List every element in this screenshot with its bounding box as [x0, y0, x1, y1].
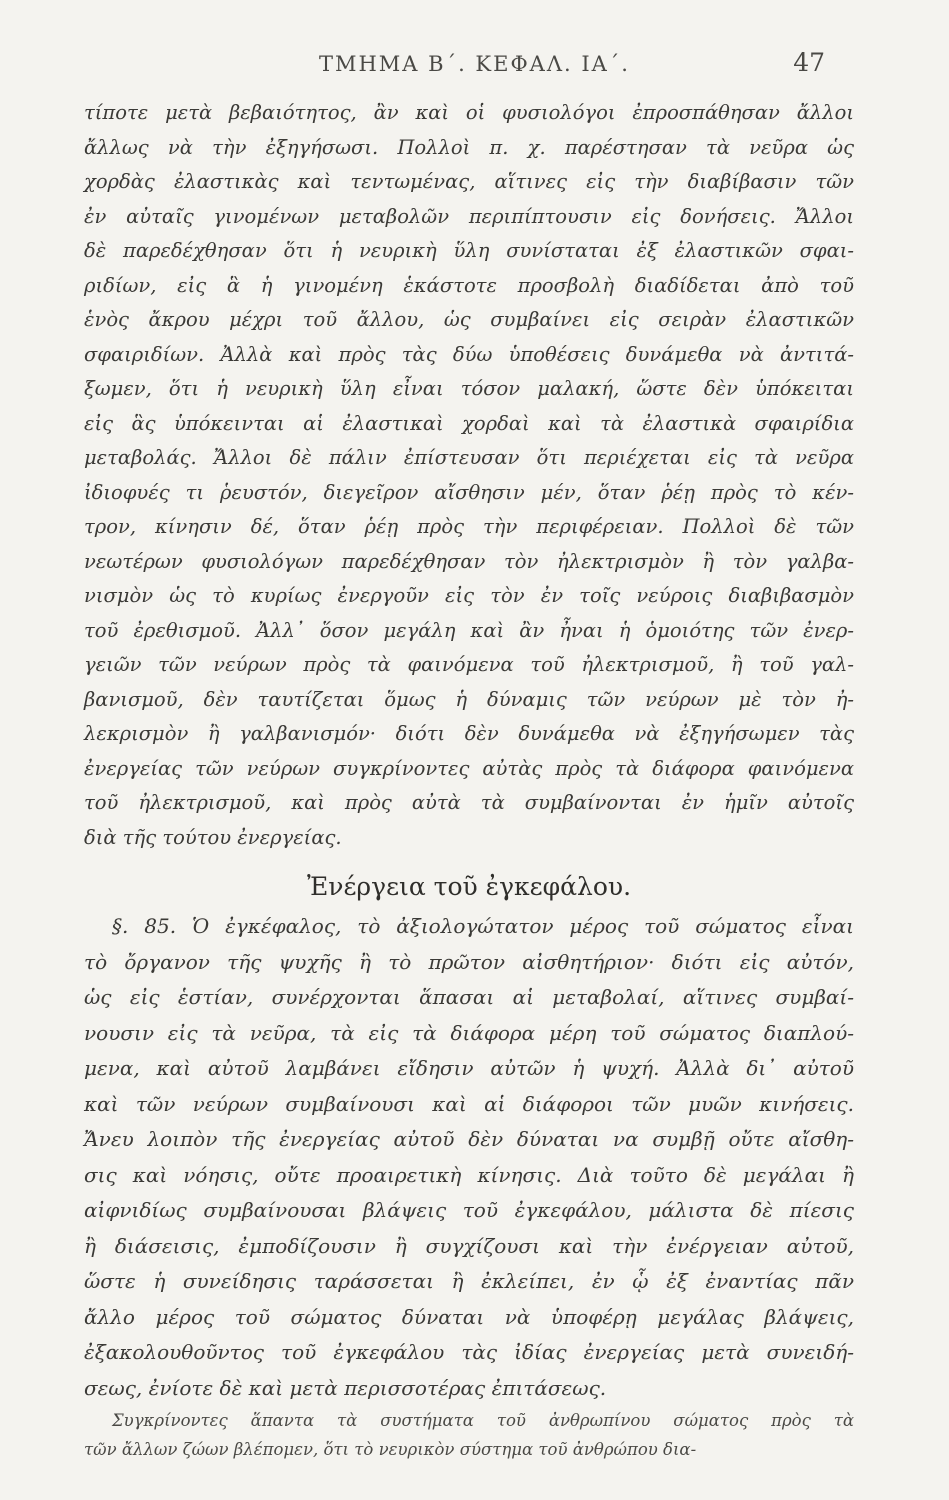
text-line: δὲ παρεδέχθησαν ὅτι ἡ νευρικὴ ὕλη συνίσταται ἐξ ἐλαστικῶν σφαι-: [84, 239, 854, 262]
text-line: ὡς εἰς ἑστίαν, συνέρχονται ἅπασαι αἱ μεταβολαί, αἵτινες συμβαί-: [84, 985, 854, 1009]
text-line: τίποτε μετὰ βεβαιότητος, ἂν καὶ οἱ φυσιολόγοι ἐπροσπάθησαν ἄλλοι: [84, 101, 854, 124]
page-number: 47: [793, 48, 825, 77]
paragraph-section-85: [84, 909, 854, 1406]
text-line: τὸ ὄργανον τῆς ψυχῆς ἢ τὸ πρῶτον αἰσθητήριον· διότι εἰς αὐτόν,: [84, 949, 854, 974]
text-line: σφαιριδίων. Ἀλλὰ καὶ πρὸς τὰς δύω ὑποθέσεις δυνάμεθα νὰ ἀντιτά-: [84, 342, 854, 366]
text-line: διὰ τῆς τούτου ἐνεργείας.: [84, 825, 342, 849]
text-line: ἐξακολουθοῦντος τοῦ ἐγκεφάλου τὰς ἰδίας ἐνεργείας μετὰ συνειδή-: [84, 1340, 854, 1364]
text-line: ἢ διάσεισις, ἐμποδίζουσιν ἢ συγχίζουσι καὶ τὴν ἐνέργειαν αὐτοῦ,: [84, 1233, 854, 1258]
text-line: λεκρισμὸν ἢ γαλβανισμόν· διότι δὲν δυνάμεθα νὰ ἐξηγήσωμεν τὰς: [84, 722, 854, 745]
paragraph-continuation: [84, 96, 854, 855]
text-line: μενα, καὶ αὐτοῦ λαμβάνει εἴδησιν αὐτῶν ἡ ψυχή. Ἀλλὰ δι᾽ αὐτοῦ: [84, 1056, 854, 1080]
text-line: τῶν ἄλλων ζώων βλέπομεν, ὅτι τὸ νευρικὸν σύστημα τοῦ ἀνθρώπου δια-: [84, 1440, 697, 1459]
text-line: νεωτέρων φυσιολόγων παρεδέχθησαν τὸν ἠλεκτρισμὸν ἢ τὸν γαλβα-: [84, 549, 854, 573]
text-line: §. 85. Ὁ ἐγκέφαλος, τὸ ἀξιολογώτατον μέρος τοῦ σώματος εἶναι: [112, 914, 854, 938]
text-line: ἐνεργείας τῶν νεύρων συγκρίνοντες αὐτὰς πρὸς τὰ διάφορα φαινόμενα: [84, 756, 854, 780]
text-line: νουσιν εἰς τὰ νεῦρα, τὰ εἰς τὰ διάφορα μέρη τοῦ σώματος διαπλού-: [84, 1020, 854, 1045]
text-line: τοῦ ἠλεκτρισμοῦ, καὶ πρὸς αὐτὰ τὰ συμβαίνονται ἐν ἡμῖν αὐτοῖς: [84, 791, 854, 814]
text-line: σεως, ἐνίοτε δὲ καὶ μετὰ περισσοτέρας ἐπιτάσεως.: [84, 1375, 607, 1400]
running-title: ΤΜΗΜΑ Β΄. ΚΕΦΑΛ. ΙΑ΄.: [318, 52, 630, 76]
text-line: ἑνὸς ἄκρου μέχρι τοῦ ἄλλου, ὡς συμβαίνει εἰς σειρὰν ἐλαστικῶν: [84, 308, 854, 331]
running-head: [0, 48, 949, 88]
text-line: καὶ τῶν νεύρων συμβαίνουσι καὶ αἱ διάφοροι τῶν μυῶν κινήσεις.: [84, 1091, 854, 1116]
text-line: νισμὸν ὡς τὸ κυρίως ἐνεργοῦν εἰς τὸν ἐν τοῖς νεύροις διαβιβασμὸν: [84, 584, 854, 607]
text-line: γειῶν τῶν νεύρων πρὸς τὰ φαινόμενα τοῦ ἠλεκτρισμοῦ, ἢ τοῦ γαλ-: [84, 653, 854, 676]
text-line: Συγκρίνοντες ἅπαντα τὰ συστήματα τοῦ ἀνθρωπίνου σώματος πρὸς τὰ: [112, 1411, 854, 1430]
text-line: Ἄνευ λοιπὸν τῆς ἐνεργείας αὐτοῦ δὲν δύναται να συμβῇ οὔτε αἴσθη-: [84, 1127, 854, 1151]
text-line: ἄλλως νὰ τὴν ἐξηγήσωσι. Πολλοὶ π. χ. παρέστησαν τὰ νεῦρα ὡς: [84, 135, 854, 159]
text-line: εἰς ἃς ὑπόκεινται αἱ ἐλαστικαὶ χορδαὶ καὶ τὰ ἐλαστικὰ σφαιρίδια: [84, 411, 854, 435]
text-line: βανισμοῦ, δὲν ταυτίζεται ὅμως ἡ δύναμις τῶν νεύρων μὲ τὸν ἠ-: [84, 687, 854, 711]
section-heading: Ἐνέργεια τοῦ ἐγκεφάλου.: [306, 872, 632, 901]
paragraph-comparison: [84, 1406, 854, 1464]
text-block: [84, 96, 854, 1464]
text-line: ὥστε ἡ συνείδησις ταράσσεται ἢ ἐκλείπει, ἐν ᾧ ἐξ ἐναντίας πᾶν: [84, 1269, 854, 1293]
text-line: σις καὶ νόησις, οὔτε προαιρετικὴ κίνησις. Διὰ τοῦτο δὲ μεγάλαι ἢ: [84, 1162, 854, 1187]
text-line: τρον, κίνησιν δέ, ὅταν ῥέῃ πρὸς τὴν περιφέρειαν. Πολλοὶ δὲ τῶν: [84, 515, 854, 538]
text-line: ἰδιοφυές τι ῥευστόν, διεγεῖρον αἴσθησιν μέν, ὅταν ῥέῃ πρὸς τὸ κέν-: [84, 480, 854, 504]
text-line: ξωμεν, ὅτι ἡ νευρικὴ ὕλη εἶναι τόσον μαλακή, ὥστε δὲν ὑπόκειται: [84, 377, 854, 400]
text-line: τοῦ ἐρεθισμοῦ. Ἀλλ᾽ ὅσον μεγάλη καὶ ἂν ἦναι ἡ ὁμοιότης τῶν ἐνερ-: [84, 618, 854, 642]
text-line: ἄλλο μέρος τοῦ σώματος δύναται νὰ ὑποφέρῃ μεγάλας βλάψεις,: [84, 1304, 854, 1329]
text-line: μεταβολάς. Ἄλλοι δὲ πάλιν ἐπίστευσαν ὅτι περιέχεται εἰς τὰ νεῦρα: [84, 446, 854, 469]
text-line: αἰφνιδίως συμβαίνουσαι βλάψεις τοῦ ἐγκεφάλου, μάλιστα δὲ πίεσις: [84, 1198, 854, 1222]
text-line: ἐν αὐταῖς γινομένων μεταβολῶν περιπίπτουσιν εἰς δονήσεις. Ἄλλοι: [84, 204, 854, 228]
text-line: ριδίων, εἰς ἃ ἡ γινομένη ἑκάστοτε προσβολὴ διαδίδεται ἀπὸ τοῦ: [84, 273, 854, 297]
text-line: χορδὰς ἐλαστικὰς καὶ τεντωμένας, αἵτινες εἰς τὴν διαβίβασιν τῶν: [84, 170, 854, 193]
